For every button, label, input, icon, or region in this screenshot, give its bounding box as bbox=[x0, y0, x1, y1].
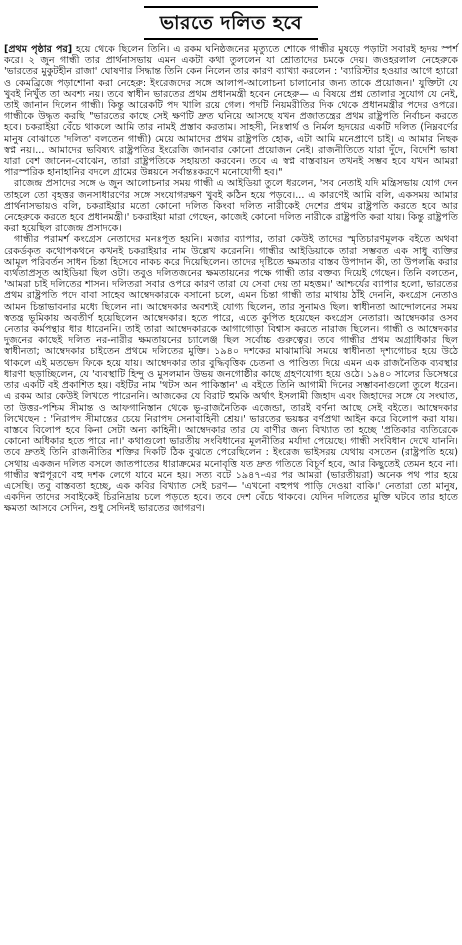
paragraph-3: গান্ধীর পরামর্শ কংগ্রেস নেতাদের মনঃপূত হয়নি। মজার ব্যাপার, তারা কেউই তাদের স্মৃতিচারণমূলক বইতে অথবা রেকর্ডকৃত কথোপকথনে কখনই চকরাইয়ার নাম উল্লেখ করেননি। গান্ধীর আইডিয়াকে তারা সম্ভবত এক সাধু ব্যক্তির আমূল পরিবর্তন সাধন চিন্তা হিসেবে নাকচ করে দিয়েছিলেন। তাদের দৃষ্টিতে ক্ষমতার বাস্তব উপাদান কী, তা উপলব্ধি করার ব্যর্থতাপ্রসূত আইডিয়া ছিল ওটা। তবুও দলিতজনের ক্ষমতায়নের পক্ষে গান্ধী তার বক্তব্য দিয়েই গেছেন। তিনি বলতেন, 'আমরা চাই দলিতের শাসন। দলিতরা সবার ওপরে কারণ তারা যে সেবা দেয় তা মহত্তম।' আশ্চর্যের ব্যাপার হলো, ভারতের প্রথম রাষ্ট্রপতি পদে বাবা সাহেব আম্বেদকারকে বসানো চলে, এমন চিন্তা গান্ধী তার মাথায় ঠাঁই দেননি, কংগ্রেস নেতাও আমন চিন্তাভাবনার মধ্যে ছিলেন না। আম্বেদকার অবশ্যই যোগ্য ছিলেন, তার সুনামও ছিল। স্বাধীনতা আন্দোলনের সময় স্বতন্ত্র ভূমিকায় অবতীর্ণ হয়েছিলেন আম্বেদকার। হতে পারে, এতে কুপিত হয়েছেন কংগ্রেস নেতারা। আম্বেদকার ওসব নেতার কর্মপন্থার ধার ধারেননি। তাই তারা আম্বেদকারকে আগাগোড়া বিশ্বাস করতে নারাজ ছিলেন। গান্ধী ও আম্বেদকার দুজনের কাছেই দলিত নর-নারীর ক্ষমতায়নের চ্যালেঞ্জ ছিল সর্বোচ্চ গুরুত্বের। তবে গান্ধীর প্রথম অগ্রাধিকার ছিল স্বাধীনতা; আম্বেদকার চাইতেন প্রথমে দলিতের মুক্তি। ১৯৪০ দশকের মাঝামাঝি সময়ে স্বাধীনতা দৃশ্যগোচর হয়ে উঠে থাকলে এই মতভেদ ফিকে হয়ে যায়। আম্বেদকার তার বুদ্ধিবৃত্তিক চেতনা ও পাণ্ডিত্য দিয়ে এমন এক রাজনৈতিক ব্যবস্থার ধারণা ছড়াচ্ছিলেন, যে 'ব্যবস্থাটি হিন্দু ও মুসলমান উভয় জনগোষ্ঠীর কাছে গ্রহণযোগ্য হয়ে ওঠে। ১৯৪০ সালের ডিসেম্বরে তার একটি বই প্রকাশিত হয়। বইটির নাম 'থটস অন পাকিস্তান' এ বইতে তিনি আগামী দিনের সম্ভাবনাগুলো তুলে ধরেন। এ রকম আর কেউই লিখতে পারেননি। আজকের যে বিরাট হুমকি অর্থাৎ ইসলামী জিহাদ এবং জিহাদের সঙ্গে যে সংঘাত, তা উত্তর-পশ্চিম সীমান্ত ও আফগানিস্তান থেকে ভূ-রাজনৈতিক এজেন্ডা, তারই বর্ণনা আছে সেই বইতে। আম্বেদকার লিখেছেন : 'নিরাপদ সীমান্তের চেয়ে নিরাপদ সেনাবাহিনী শ্রেয়।' ভারতের ভয়ঙ্কর বর্ণপ্রথা আইন করে বিলোপ করা যায়। বাস্তবে বিলোপ হবে কিনা সেটা অন্য কাহিনী। আম্বেদকার তার যে বাণীর জন্য বিখ্যাত তা হচ্ছে 'প্রতিকার ব্যতিরেকে কোনো অধিকার হতে পারে না।' কথাগুলো ভারতীয় সংবিধানের মূলনীতির মর্যাদা পেয়েছে। গান্ধী সংবিধান দেখে যাননি। তবে দ্রুতই তিনি রাজনীতির শক্তির দিকটি ঠিক বুঝতে পেরেছিলেন : ইংরেজ ভাইসরয় যেথায় বসতেন (রাষ্ট্রপতি হয়ে) সেথায় একজন দলিত বসলে জাতপাতের ধারাক্রমের মনোবৃত্তি যত দ্রুত গতিতে বিচূর্ণ হবে, আর কিছুতেই তেমন হবে না। গান্ধীর স্বপ্নপূরণে বহু দশক লেগে যাবে মনে হয়। সত্য বটে ১৯৪৭-এর পর আমরা (ভারতীয়রা) অনেক পথ পার হয়ে এসেছি। তবু বাস্তবতা হচ্ছে, এক কবির বিখ্যাত সেই চরণ— 'এখনো বহুপথ পাড়ি দেওয়া বাকি।' নেতারা তো মানুষ, একদিন তাদের সবাইকেই চিরনিদ্রায় চলে পড়তে হবে। তবে দেশ বেঁচে থাকবে। যেদিন দলিতের মুক্তি ঘটবে তার হাতে ক্ষমতা আসবে সেদিন, শুধু সেদিনই ভারতের জাগরণ। bbox=[4, 234, 458, 515]
paragraph-2: রাজেন্দ্র প্রসাদের সঙ্গে ৬ জুন আলোচনার সময় গান্ধী এ আইডিয়া তুলে ধরলেন, 'সব নেতাই যদি মন্ত্রিসভায় যোগ দেন তাহলে তো বৃহত্তর জনসাধারণের সঙ্গে সংযোগরক্ষণ খুবই কঠিন হয়ে পড়বে।... এ কারণেই আমি বলি, একসময় আমার প্রার্থনাসভায়ও বলি, চকরাইয়ার মতো কোনো দলিত কিংবা দলিত নারীকেই দেশের প্রথম রাষ্ট্রপতি করতে হবে আর নেহেরুকে করতে হবে প্রধানমন্ত্রী।' চকরাইয়া মারা গেছেন, কাজেই কোনো দলিত নারীকে রাষ্ট্রপতি করা যায়। কিন্তু রাষ্ট্রপতি করা হয়েছিল রাজেন্দ্র প্রসাদকে। bbox=[4, 178, 458, 235]
continuation-label: [প্রথম পৃষ্ঠার পর] bbox=[4, 44, 73, 55]
paragraph-1 bbox=[4, 44, 458, 178]
headline-wrap bbox=[4, 6, 458, 40]
headline: ভারতে দলিত হবে bbox=[144, 6, 318, 40]
paragraph-1-text: হয়ে থেকে ছিলেন তিনি। এ রকম ঘনিষ্ঠজনের মৃত্যুতে শোকে গান্ধীর মুষড়ে পড়াটা সবারই হৃদয় স্পর্শ করে। ২ জুন গান্ধী তার প্রার্থনাসভায় এমন একটা কথা তুললেন যা শ্রোতাদের চমকে দেয়। জওহরলাল নেহেরুকে 'ভারতের মুকুটহীন রাজা' ঘোষণার সিদ্ধান্ত তিনি কেন নিলেন তার কারণ ব্যাখ্যা করলেন : 'ব্যারিস্টার হওয়ার আগে হ্যারো ও কেমব্রিজে পড়াশোনা করা নেহেরু: ইংরেজদের সঙ্গে আলাপ-আলোচনা চালানোর জন্য তাকে প্রয়োজন।' যুক্তিটা যে খুবই নিখুঁত তা অবশ্য নয়। তবে স্বাধীন ভারতের প্রথম প্রধানমন্ত্রী হবেন নেহেরু— এ বিষয়ে প্রশ্ন তোলার সুযোগ যে নেই, তাই জানান দিলেন গান্ধী। কিন্তু আরেকটি পদ খালি রয়ে গেল। পদটি নিয়মরীতির দিক থেকে প্রধানমন্ত্রীর পদের ওপরে। গান্ধীকে উদ্ধৃত করছি "ভারতের কাছে সেই ক্ষণটি দ্রুত ঘনিয়ে আসছে যখন প্রজাতন্ত্রের প্রথম রাষ্ট্রপতি নির্বাচন করতে হবে। চকরাইয়া বেঁচে থাকলে আমি তার নামই প্রস্তাব করতাম। সাহসী, নিঃস্বার্থ ও নির্মল হৃদয়ের একটি দলিত (নিম্নবর্ণের মানুষ বোঝাতে 'দলিত' বলতেন গান্ধী) মেয়ে আমাদের প্রথম রাষ্ট্রপতি হোক, এটা আমি মনেপ্রাণে চাই। এ আমার নিছক স্বপ্ন নয়।... আমাদের ভবিষ্যৎ রাষ্ট্রপতির ইংরেজি জানবার কোনো প্রয়োজন নেই। রাজনীতিতে যারা দুঁদে, বিদেশি ভাষা যারা বেশ জানেন-বোঝেন, তারা রাষ্ট্রপতিকে সহায়তা করবেন। তবে এ স্বপ্ন বাস্তবায়ন তখনই সম্ভব হবে যখন আমরা পারস্পরিক হানাহানির বদলে গ্রামের উন্নয়নে সর্বান্তঃকরণে মনোযোগী হব।" bbox=[4, 44, 458, 179]
article-body bbox=[4, 44, 458, 515]
